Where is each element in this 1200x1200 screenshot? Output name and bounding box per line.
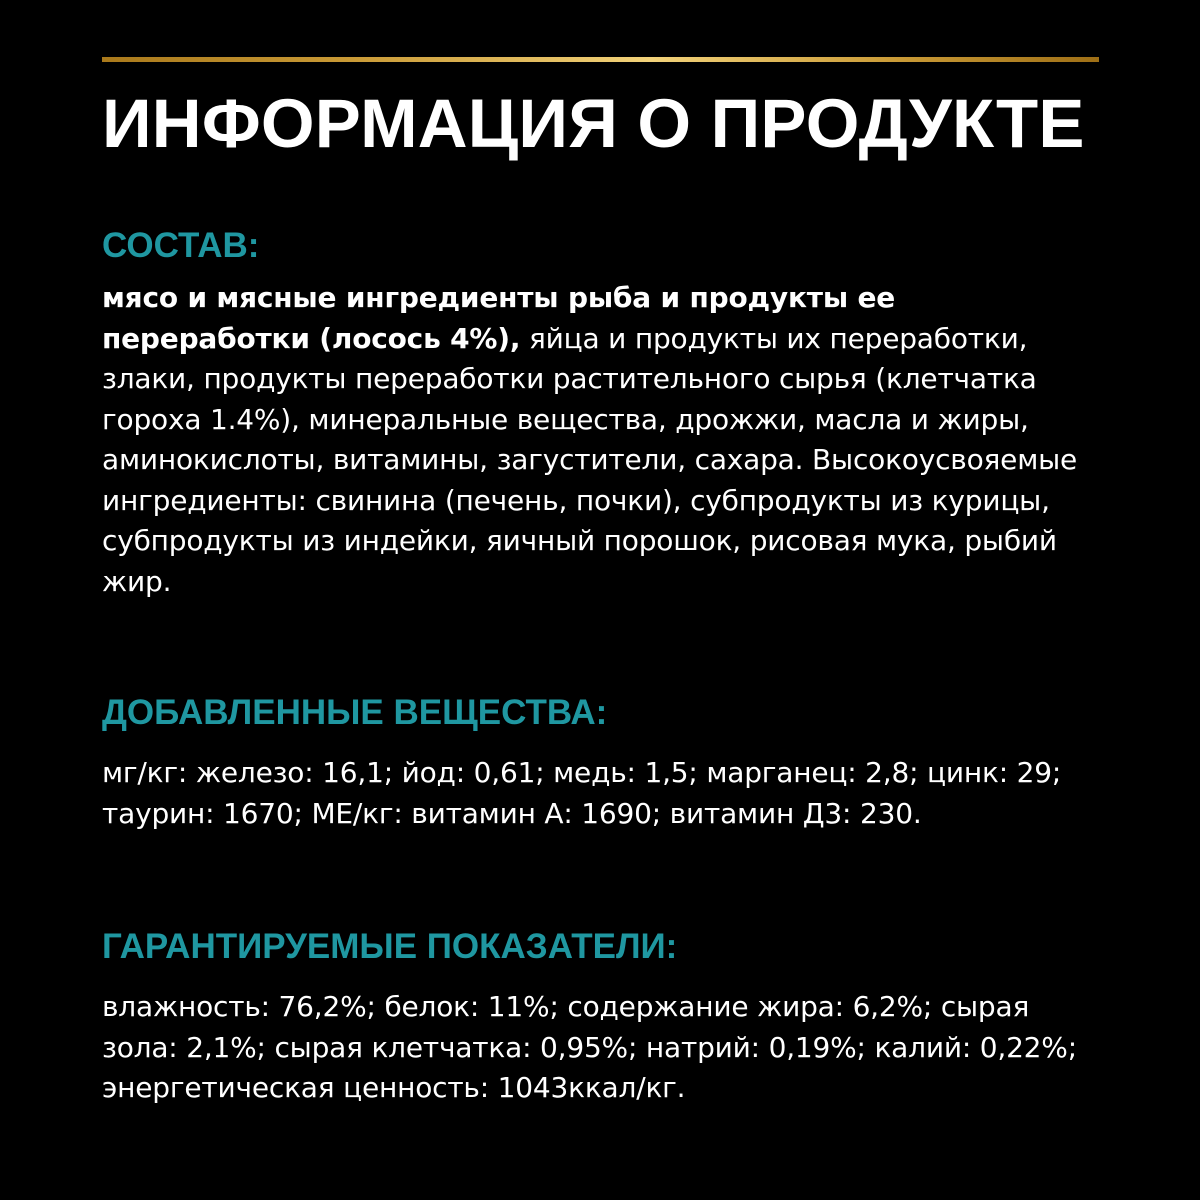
additives-text: мг/кг: железо: 16,1; йод: 0,61; медь: 1,5; марганец: 2,8; цинк: 29; таурин: 1670; МЕ/кг: витамин А: 1690; витамин Д3: 230.: [102, 756, 1062, 830]
gold-divider: [102, 57, 1099, 62]
composition-text: [102, 278, 1092, 602]
composition-heading: СОСТАВ:: [102, 226, 260, 265]
composition-regular-text: яйца и продукты их переработки, злаки, продукты переработки растительного сырья (клетчатка гороха 1.4%), минеральные вещества, дрожжи, масла и жиры, аминокислоты, витамины, загустители, сахара. Высокоусвояемые ингредиенты: свинина (печень, почки), субпродукты из курицы, субпродукты из индейки, яичный порошок, рисовая мука, рыбий жир.: [102, 321, 1078, 598]
page-title: ИНФОРМАЦИЯ О ПРОДУКТЕ: [102, 85, 1085, 162]
additives-heading: ДОБАВЛЕННЫЕ ВЕЩЕСТВА:: [102, 693, 608, 732]
composition-bold-text: мясо и мясные ингредиенты рыба и продукты ее переработки (лосось 4%),: [102, 281, 896, 355]
guaranteed-heading: ГАРАНТИРУЕМЫЕ ПОКАЗАТЕЛИ:: [102, 927, 678, 966]
guaranteed-text: влажность: 76,2%; белок: 11%; содержание жира: 6,2%; сырая зола: 2,1%; сырая клетчатка: 0,95%; натрий: 0,19%; калий: 0,22%; энергетическая ценность: 1043ккал/кг.: [102, 990, 1077, 1104]
